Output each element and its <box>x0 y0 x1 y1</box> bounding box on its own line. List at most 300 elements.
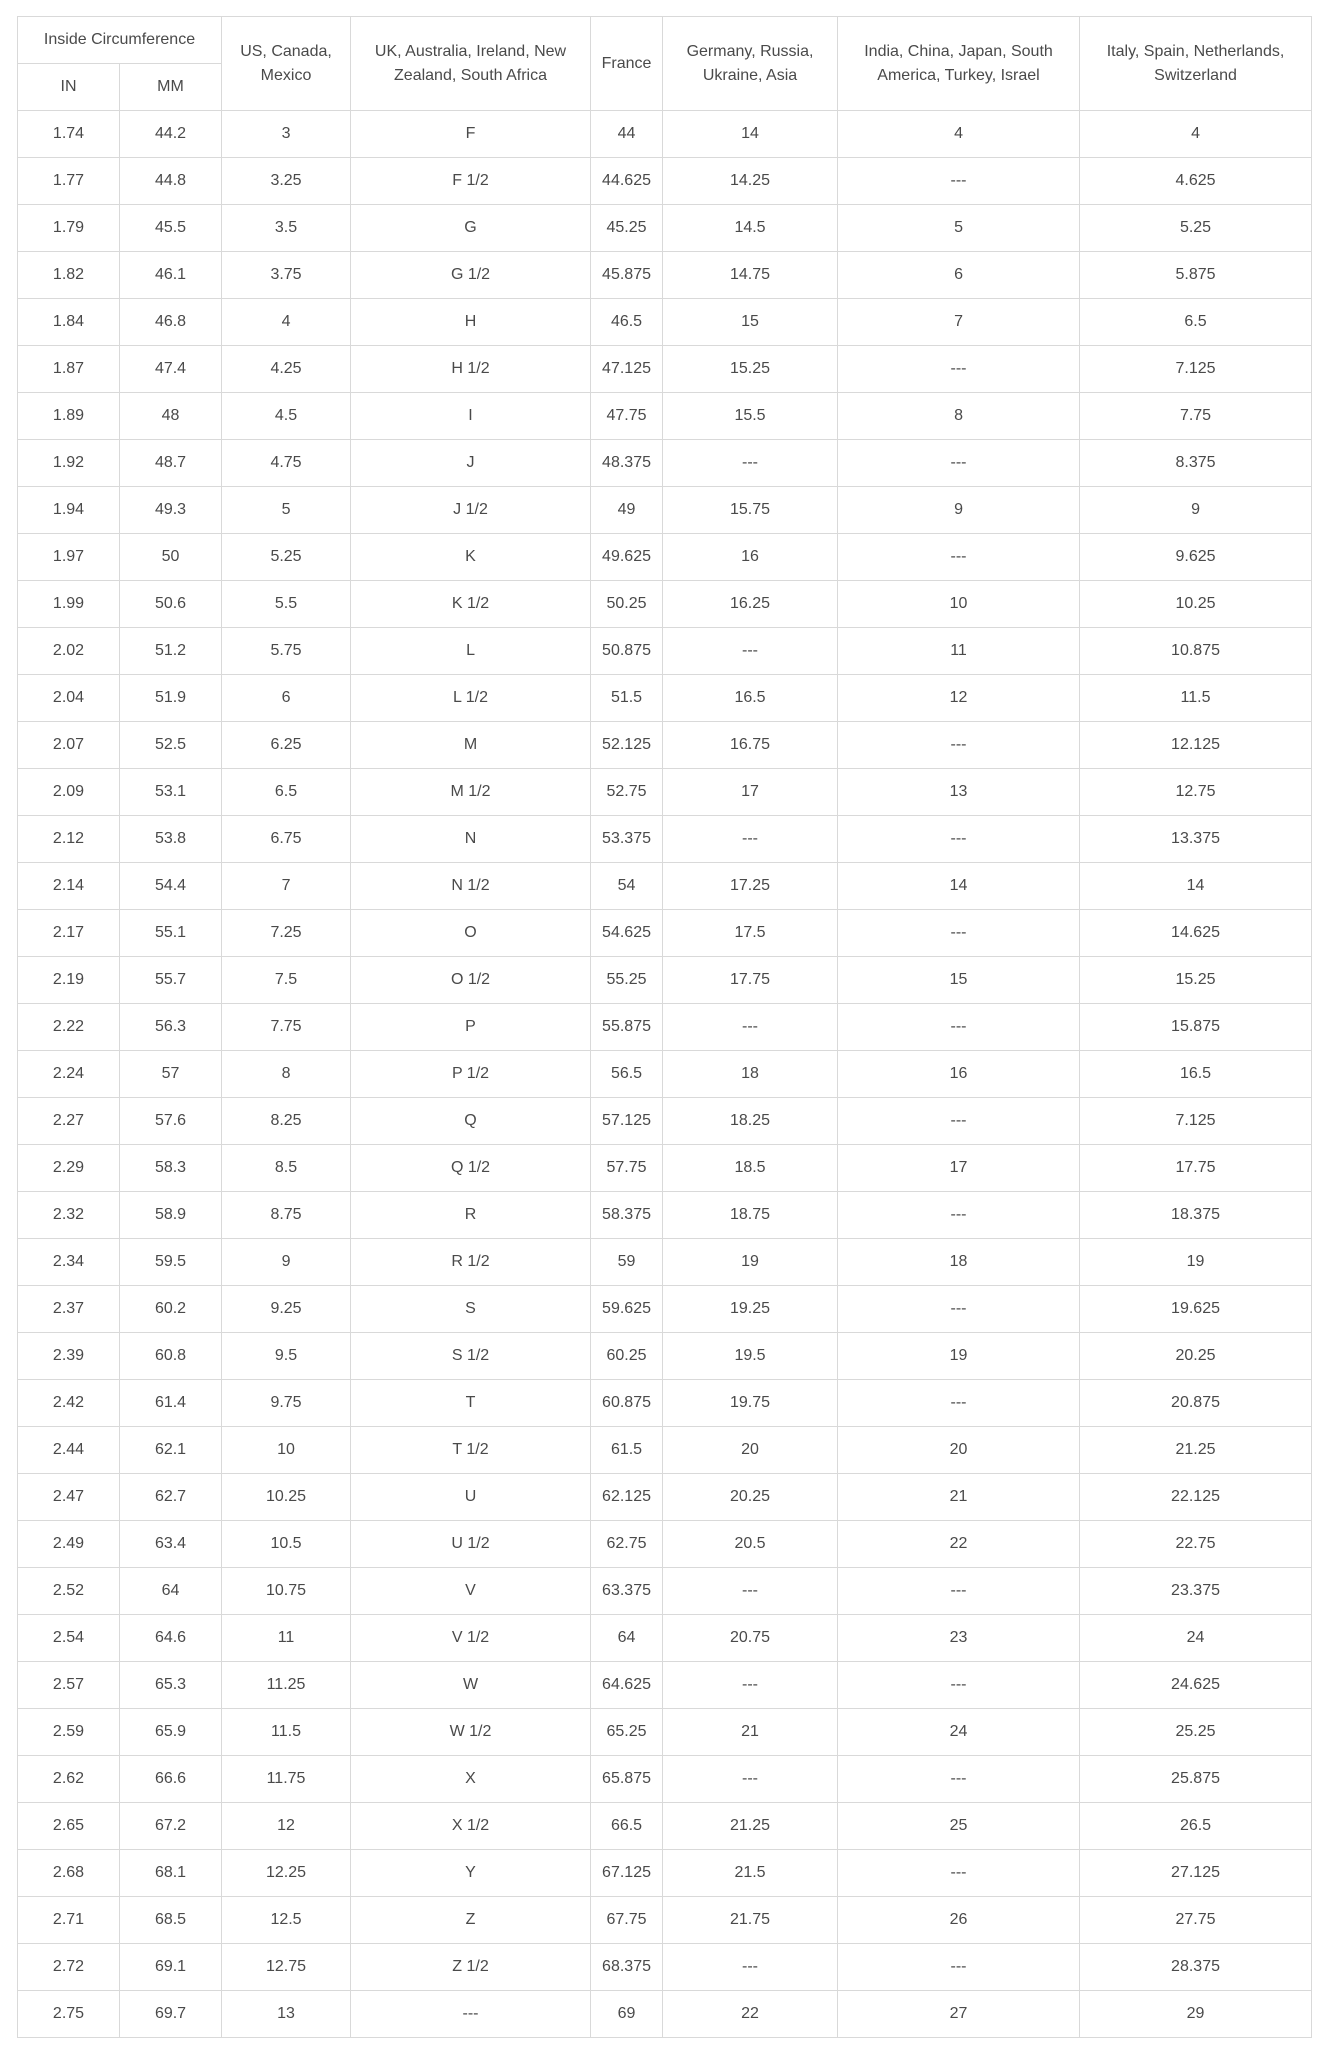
cell-mm: 50 <box>120 534 222 581</box>
cell-mm: 57 <box>120 1051 222 1098</box>
cell-uk: Y <box>351 1850 591 1897</box>
table-row <box>18 1051 1312 1098</box>
cell-uk: V 1/2 <box>351 1615 591 1662</box>
cell-mm: 69.7 <box>120 1991 222 2038</box>
cell-india: --- <box>838 534 1080 581</box>
cell-germany: 15 <box>663 299 838 346</box>
cell-germany: 19.5 <box>663 1333 838 1380</box>
cell-mm: 60.8 <box>120 1333 222 1380</box>
cell-uk: T <box>351 1380 591 1427</box>
cell-germany: 16 <box>663 534 838 581</box>
cell-in: 2.59 <box>18 1709 120 1756</box>
cell-us: 7.25 <box>222 910 351 957</box>
cell-in: 1.77 <box>18 158 120 205</box>
cell-italy: 12.125 <box>1080 722 1312 769</box>
cell-germany: 19 <box>663 1239 838 1286</box>
cell-in: 2.65 <box>18 1803 120 1850</box>
cell-in: 1.99 <box>18 581 120 628</box>
cell-germany: 14.5 <box>663 205 838 252</box>
cell-us: 4.5 <box>222 393 351 440</box>
cell-mm: 48.7 <box>120 440 222 487</box>
cell-france: 45.875 <box>591 252 663 299</box>
cell-us: 4 <box>222 299 351 346</box>
table-row <box>18 1991 1312 2038</box>
table-row <box>18 1427 1312 1474</box>
table-row <box>18 1568 1312 1615</box>
cell-germany: 20 <box>663 1427 838 1474</box>
cell-uk: G 1/2 <box>351 252 591 299</box>
cell-italy: 7.125 <box>1080 1098 1312 1145</box>
cell-india: 20 <box>838 1427 1080 1474</box>
cell-uk: J <box>351 440 591 487</box>
cell-us: 5.25 <box>222 534 351 581</box>
cell-us: 5 <box>222 487 351 534</box>
cell-mm: 65.3 <box>120 1662 222 1709</box>
table-row <box>18 1897 1312 1944</box>
table-row <box>18 675 1312 722</box>
cell-mm: 48 <box>120 393 222 440</box>
cell-germany: --- <box>663 1568 838 1615</box>
cell-in: 2.71 <box>18 1897 120 1944</box>
cell-uk: Z 1/2 <box>351 1944 591 1991</box>
table-header <box>18 17 1312 111</box>
cell-germany: 17.25 <box>663 863 838 910</box>
cell-india: 27 <box>838 1991 1080 2038</box>
cell-us: 10.75 <box>222 1568 351 1615</box>
cell-mm: 44.8 <box>120 158 222 205</box>
cell-uk: Q <box>351 1098 591 1145</box>
cell-in: 2.32 <box>18 1192 120 1239</box>
cell-us: 3.75 <box>222 252 351 299</box>
cell-india: 15 <box>838 957 1080 1004</box>
cell-in: 2.14 <box>18 863 120 910</box>
cell-in: 2.17 <box>18 910 120 957</box>
cell-mm: 49.3 <box>120 487 222 534</box>
cell-us: 10 <box>222 1427 351 1474</box>
cell-mm: 55.1 <box>120 910 222 957</box>
cell-india: 13 <box>838 769 1080 816</box>
cell-france: 47.75 <box>591 393 663 440</box>
cell-germany: 18.25 <box>663 1098 838 1145</box>
cell-france: 56.5 <box>591 1051 663 1098</box>
cell-france: 61.5 <box>591 1427 663 1474</box>
cell-uk: G <box>351 205 591 252</box>
cell-india: 16 <box>838 1051 1080 1098</box>
cell-germany: 21.25 <box>663 1803 838 1850</box>
cell-us: 5.5 <box>222 581 351 628</box>
cell-in: 2.19 <box>18 957 120 1004</box>
cell-in: 2.27 <box>18 1098 120 1145</box>
cell-in: 2.24 <box>18 1051 120 1098</box>
table-row <box>18 1239 1312 1286</box>
cell-uk: H <box>351 299 591 346</box>
cell-italy: 27.75 <box>1080 1897 1312 1944</box>
cell-in: 2.62 <box>18 1756 120 1803</box>
cell-us: 8.75 <box>222 1192 351 1239</box>
cell-us: 7.5 <box>222 957 351 1004</box>
cell-in: 2.02 <box>18 628 120 675</box>
header-germany-russia: Germany, Russia, Ukraine, Asia <box>663 17 838 111</box>
cell-france: 58.375 <box>591 1192 663 1239</box>
cell-uk: L 1/2 <box>351 675 591 722</box>
cell-india: 5 <box>838 205 1080 252</box>
cell-france: 49 <box>591 487 663 534</box>
cell-mm: 67.2 <box>120 1803 222 1850</box>
cell-france: 54 <box>591 863 663 910</box>
cell-india: 26 <box>838 1897 1080 1944</box>
table-row <box>18 1662 1312 1709</box>
cell-italy: 5.875 <box>1080 252 1312 299</box>
cell-france: 54.625 <box>591 910 663 957</box>
cell-france: 69 <box>591 1991 663 2038</box>
cell-mm: 62.1 <box>120 1427 222 1474</box>
cell-india: --- <box>838 816 1080 863</box>
cell-india: 7 <box>838 299 1080 346</box>
cell-mm: 61.4 <box>120 1380 222 1427</box>
cell-india: 12 <box>838 675 1080 722</box>
cell-mm: 46.8 <box>120 299 222 346</box>
cell-uk: K 1/2 <box>351 581 591 628</box>
cell-italy: 22.125 <box>1080 1474 1312 1521</box>
cell-india: 6 <box>838 252 1080 299</box>
cell-uk: W <box>351 1662 591 1709</box>
cell-in: 1.87 <box>18 346 120 393</box>
table-row <box>18 1474 1312 1521</box>
table-row <box>18 111 1312 158</box>
cell-mm: 45.5 <box>120 205 222 252</box>
cell-in: 2.34 <box>18 1239 120 1286</box>
cell-italy: 4.625 <box>1080 158 1312 205</box>
cell-uk: H 1/2 <box>351 346 591 393</box>
cell-india: --- <box>838 1192 1080 1239</box>
cell-in: 2.44 <box>18 1427 120 1474</box>
cell-germany: --- <box>663 816 838 863</box>
table-row <box>18 1709 1312 1756</box>
cell-italy: 24.625 <box>1080 1662 1312 1709</box>
cell-italy: 4 <box>1080 111 1312 158</box>
cell-in: 2.75 <box>18 1991 120 2038</box>
cell-in: 2.42 <box>18 1380 120 1427</box>
cell-in: 1.94 <box>18 487 120 534</box>
cell-mm: 55.7 <box>120 957 222 1004</box>
cell-italy: 15.25 <box>1080 957 1312 1004</box>
cell-france: 67.75 <box>591 1897 663 1944</box>
cell-us: 7 <box>222 863 351 910</box>
cell-germany: --- <box>663 1662 838 1709</box>
cell-italy: 13.375 <box>1080 816 1312 863</box>
cell-france: 45.25 <box>591 205 663 252</box>
header-italy-spain: Italy, Spain, Netherlands, Switzerland <box>1080 17 1312 111</box>
cell-italy: 8.375 <box>1080 440 1312 487</box>
cell-germany: 17 <box>663 769 838 816</box>
cell-us: 8 <box>222 1051 351 1098</box>
cell-italy: 7.125 <box>1080 346 1312 393</box>
table-row <box>18 1803 1312 1850</box>
cell-in: 1.97 <box>18 534 120 581</box>
cell-uk: F <box>351 111 591 158</box>
cell-mm: 66.6 <box>120 1756 222 1803</box>
table-row <box>18 957 1312 1004</box>
cell-us: 3.5 <box>222 205 351 252</box>
cell-us: 7.75 <box>222 1004 351 1051</box>
cell-france: 50.25 <box>591 581 663 628</box>
cell-germany: 21.75 <box>663 1897 838 1944</box>
cell-italy: 23.375 <box>1080 1568 1312 1615</box>
cell-france: 67.125 <box>591 1850 663 1897</box>
cell-in: 2.12 <box>18 816 120 863</box>
cell-france: 55.25 <box>591 957 663 1004</box>
cell-in: 2.09 <box>18 769 120 816</box>
cell-us: 5.75 <box>222 628 351 675</box>
table-row <box>18 1615 1312 1662</box>
cell-italy: 28.375 <box>1080 1944 1312 1991</box>
cell-france: 62.125 <box>591 1474 663 1521</box>
table-row <box>18 816 1312 863</box>
cell-india: 25 <box>838 1803 1080 1850</box>
cell-france: 65.25 <box>591 1709 663 1756</box>
cell-germany: 15.25 <box>663 346 838 393</box>
cell-us: 13 <box>222 1991 351 2038</box>
cell-india: --- <box>838 722 1080 769</box>
cell-italy: 14 <box>1080 863 1312 910</box>
cell-india: --- <box>838 1004 1080 1051</box>
cell-mm: 69.1 <box>120 1944 222 1991</box>
cell-mm: 63.4 <box>120 1521 222 1568</box>
cell-us: 11.75 <box>222 1756 351 1803</box>
cell-uk: O <box>351 910 591 957</box>
cell-france: 51.5 <box>591 675 663 722</box>
cell-us: 6.25 <box>222 722 351 769</box>
cell-uk: N <box>351 816 591 863</box>
cell-us: 12.25 <box>222 1850 351 1897</box>
cell-germany: 22 <box>663 1991 838 2038</box>
cell-uk: O 1/2 <box>351 957 591 1004</box>
table-row <box>18 1145 1312 1192</box>
cell-us: 10.25 <box>222 1474 351 1521</box>
table-row <box>18 1333 1312 1380</box>
table-row <box>18 769 1312 816</box>
cell-uk: X 1/2 <box>351 1803 591 1850</box>
table-row <box>18 1756 1312 1803</box>
cell-mm: 68.1 <box>120 1850 222 1897</box>
cell-mm: 62.7 <box>120 1474 222 1521</box>
cell-mm: 52.5 <box>120 722 222 769</box>
cell-in: 1.74 <box>18 111 120 158</box>
cell-france: 57.125 <box>591 1098 663 1145</box>
table-row <box>18 158 1312 205</box>
cell-germany: 20.25 <box>663 1474 838 1521</box>
table-row <box>18 1098 1312 1145</box>
cell-italy: 26.5 <box>1080 1803 1312 1850</box>
cell-france: 60.25 <box>591 1333 663 1380</box>
cell-mm: 57.6 <box>120 1098 222 1145</box>
cell-italy: 22.75 <box>1080 1521 1312 1568</box>
cell-mm: 46.1 <box>120 252 222 299</box>
cell-in: 2.68 <box>18 1850 120 1897</box>
cell-france: 44.625 <box>591 158 663 205</box>
cell-germany: 18.75 <box>663 1192 838 1239</box>
table-row <box>18 487 1312 534</box>
cell-us: 4.75 <box>222 440 351 487</box>
cell-uk: V <box>351 1568 591 1615</box>
cell-india: --- <box>838 1568 1080 1615</box>
cell-in: 2.52 <box>18 1568 120 1615</box>
cell-in: 2.39 <box>18 1333 120 1380</box>
cell-us: 12 <box>222 1803 351 1850</box>
cell-india: --- <box>838 346 1080 393</box>
header-in: IN <box>18 64 120 111</box>
cell-us: 6 <box>222 675 351 722</box>
cell-italy: 25.25 <box>1080 1709 1312 1756</box>
cell-mm: 64.6 <box>120 1615 222 1662</box>
cell-uk: U 1/2 <box>351 1521 591 1568</box>
cell-mm: 44.2 <box>120 111 222 158</box>
cell-mm: 47.4 <box>120 346 222 393</box>
cell-mm: 51.9 <box>120 675 222 722</box>
table-row <box>18 1521 1312 1568</box>
cell-us: 6.75 <box>222 816 351 863</box>
cell-germany: 15.5 <box>663 393 838 440</box>
ring-size-table-container <box>17 16 1311 2038</box>
cell-in: 1.84 <box>18 299 120 346</box>
cell-us: 3 <box>222 111 351 158</box>
cell-uk: S <box>351 1286 591 1333</box>
cell-italy: 17.75 <box>1080 1145 1312 1192</box>
table-row <box>18 1944 1312 1991</box>
cell-india: 18 <box>838 1239 1080 1286</box>
header-us-canada-mexico: US, Canada, Mexico <box>222 17 351 111</box>
cell-uk: W 1/2 <box>351 1709 591 1756</box>
cell-india: --- <box>838 1662 1080 1709</box>
cell-mm: 58.9 <box>120 1192 222 1239</box>
cell-germany: 16.5 <box>663 675 838 722</box>
cell-in: 1.82 <box>18 252 120 299</box>
cell-in: 2.57 <box>18 1662 120 1709</box>
cell-india: --- <box>838 440 1080 487</box>
cell-us: 4.25 <box>222 346 351 393</box>
header-mm: MM <box>120 64 222 111</box>
cell-india: --- <box>838 1944 1080 1991</box>
cell-in: 2.72 <box>18 1944 120 1991</box>
table-row <box>18 581 1312 628</box>
cell-italy: 19 <box>1080 1239 1312 1286</box>
cell-france: 66.5 <box>591 1803 663 1850</box>
cell-italy: 20.875 <box>1080 1380 1312 1427</box>
cell-uk: P 1/2 <box>351 1051 591 1098</box>
cell-italy: 19.625 <box>1080 1286 1312 1333</box>
cell-italy: 14.625 <box>1080 910 1312 957</box>
cell-india: 19 <box>838 1333 1080 1380</box>
cell-germany: 21 <box>663 1709 838 1756</box>
cell-in: 1.89 <box>18 393 120 440</box>
cell-italy: 18.375 <box>1080 1192 1312 1239</box>
cell-in: 2.49 <box>18 1521 120 1568</box>
cell-uk: T 1/2 <box>351 1427 591 1474</box>
cell-us: 9.75 <box>222 1380 351 1427</box>
cell-uk: M <box>351 722 591 769</box>
cell-india: --- <box>838 158 1080 205</box>
cell-in: 2.22 <box>18 1004 120 1051</box>
cell-germany: --- <box>663 1004 838 1051</box>
cell-france: 59 <box>591 1239 663 1286</box>
cell-mm: 53.1 <box>120 769 222 816</box>
cell-uk: U <box>351 1474 591 1521</box>
cell-us: 11 <box>222 1615 351 1662</box>
cell-uk: K <box>351 534 591 581</box>
header-row-1 <box>18 17 1312 64</box>
cell-india: --- <box>838 910 1080 957</box>
cell-germany: 17.75 <box>663 957 838 1004</box>
cell-france: 46.5 <box>591 299 663 346</box>
cell-france: 53.375 <box>591 816 663 863</box>
cell-mm: 53.8 <box>120 816 222 863</box>
cell-india: 8 <box>838 393 1080 440</box>
cell-india: 4 <box>838 111 1080 158</box>
cell-mm: 60.2 <box>120 1286 222 1333</box>
cell-france: 62.75 <box>591 1521 663 1568</box>
cell-us: 3.25 <box>222 158 351 205</box>
cell-in: 1.79 <box>18 205 120 252</box>
cell-in: 1.92 <box>18 440 120 487</box>
cell-italy: 27.125 <box>1080 1850 1312 1897</box>
cell-france: 63.375 <box>591 1568 663 1615</box>
table-row <box>18 722 1312 769</box>
cell-mm: 59.5 <box>120 1239 222 1286</box>
cell-france: 52.75 <box>591 769 663 816</box>
ring-size-table <box>17 16 1312 2038</box>
cell-uk: N 1/2 <box>351 863 591 910</box>
cell-germany: 20.75 <box>663 1615 838 1662</box>
cell-italy: 11.5 <box>1080 675 1312 722</box>
table-row <box>18 534 1312 581</box>
cell-uk: J 1/2 <box>351 487 591 534</box>
cell-india: 21 <box>838 1474 1080 1521</box>
header-uk-australia: UK, Australia, Ireland, New Zealand, South Africa <box>351 17 591 111</box>
cell-mm: 51.2 <box>120 628 222 675</box>
cell-germany: 14 <box>663 111 838 158</box>
cell-uk: M 1/2 <box>351 769 591 816</box>
cell-italy: 6.5 <box>1080 299 1312 346</box>
cell-us: 6.5 <box>222 769 351 816</box>
cell-italy: 9.625 <box>1080 534 1312 581</box>
cell-india: --- <box>838 1286 1080 1333</box>
cell-india: 9 <box>838 487 1080 534</box>
cell-us: 12.75 <box>222 1944 351 1991</box>
table-row <box>18 252 1312 299</box>
header-india-china-japan: India, China, Japan, South America, Turkey, Israel <box>838 17 1080 111</box>
cell-uk: --- <box>351 1991 591 2038</box>
cell-germany: 18 <box>663 1051 838 1098</box>
cell-in: 2.29 <box>18 1145 120 1192</box>
cell-us: 8.5 <box>222 1145 351 1192</box>
header-france: France <box>591 17 663 111</box>
cell-uk: P <box>351 1004 591 1051</box>
cell-germany: 16.25 <box>663 581 838 628</box>
cell-germany: 18.5 <box>663 1145 838 1192</box>
cell-us: 9.25 <box>222 1286 351 1333</box>
cell-france: 52.125 <box>591 722 663 769</box>
cell-italy: 21.25 <box>1080 1427 1312 1474</box>
cell-france: 68.375 <box>591 1944 663 1991</box>
cell-italy: 9 <box>1080 487 1312 534</box>
cell-mm: 58.3 <box>120 1145 222 1192</box>
cell-italy: 25.875 <box>1080 1756 1312 1803</box>
table-row <box>18 1850 1312 1897</box>
cell-india: --- <box>838 1756 1080 1803</box>
cell-italy: 10.25 <box>1080 581 1312 628</box>
cell-germany: 17.5 <box>663 910 838 957</box>
cell-italy: 12.75 <box>1080 769 1312 816</box>
